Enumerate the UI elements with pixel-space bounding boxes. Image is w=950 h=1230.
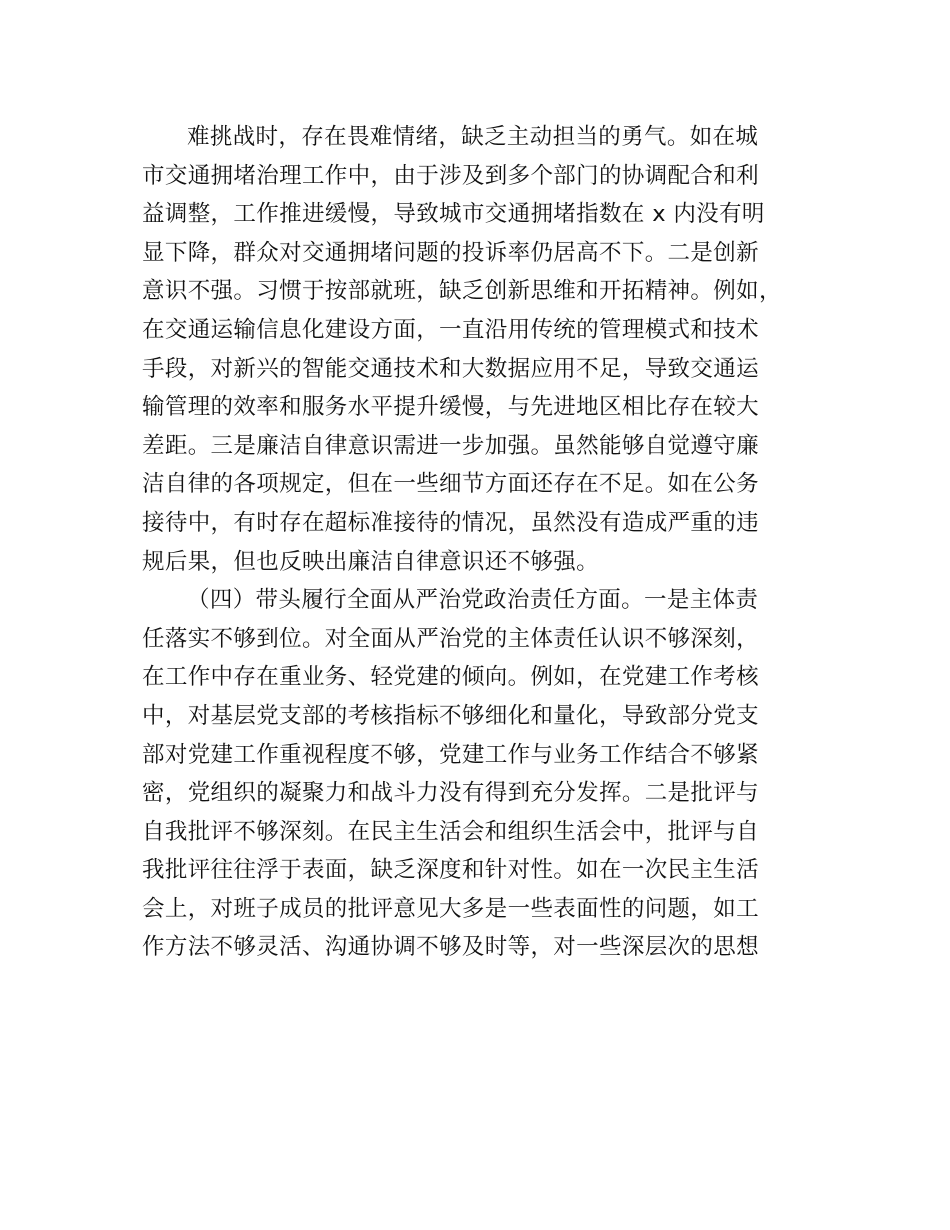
text-line: 差距。三是廉洁自律意识需进一步加强。虽然能够自觉遵守廉 [142, 432, 759, 459]
text-line: 中，对基层党支部的考核指标不够细化和量化，导致部分党支 [142, 702, 759, 729]
text-line: （四）带头履行全面从严治党政治责任方面。一是主体责 [187, 587, 759, 614]
text-line: 难挑战时，存在畏难情绪，缺乏主动担当的勇气。如在城 [187, 124, 759, 150]
text-line: 洁自律的各项规定，但在一些细节方面还存在不足。如在公务 [142, 471, 759, 498]
text-line: 作方法不够灵活、沟通协调不够及时等，对一些深层次的思想 [142, 934, 759, 961]
text-line: 密，党组织的凝聚力和战斗力没有得到充分发挥。二是批评与 [142, 780, 759, 807]
text-line: 部对党建工作重视程度不够，党建工作与业务工作结合不够紧 [142, 741, 759, 768]
text-line: 意识不强。习惯于按部就班，缺乏创新思维和开拓精神。例如， [142, 278, 782, 305]
text-line: 接待中，有时存在超标准接待的情况，虽然没有造成严重的违 [142, 509, 759, 536]
text-line: 在工作中存在重业务、轻党建的倾向。例如，在党建工作考核 [142, 664, 759, 691]
text-line: 会上，对班子成员的批评意见大多是一些表面性的问题，如工 [142, 895, 759, 922]
text-line: 显下降，群众对交通拥堵问题的投诉率仍居高不下。二是创新 [142, 239, 759, 266]
text-line: 规后果，但也反映出廉洁自律意识还不够强。 [142, 548, 600, 575]
text-line: 益调整，工作推进缓慢，导致城市交通拥堵指数在 x 内没有明 [142, 201, 765, 228]
text-line: 我批评往往浮于表面，缺乏深度和针对性。如在一次民主生活 [142, 857, 759, 884]
text-line: 手段，对新兴的智能交通技术和大数据应用不足，导致交通运 [142, 355, 759, 382]
text-line: 自我批评不够深刻。在民主生活会和组织生活会中，批评与自 [142, 818, 759, 845]
text-line: 输管理的效率和服务水平提升缓慢，与先进地区相比存在较大 [142, 394, 759, 421]
body-text [142, 118, 842, 967]
text-line: 在交通运输信息化建设方面，一直沿用传统的管理模式和技术 [142, 316, 759, 343]
text-line: 任落实不够到位。对全面从严治党的主体责任认识不够深刻， [142, 625, 759, 652]
text-line: 市交通拥堵治理工作中，由于涉及到多个部门的协调配合和利 [142, 162, 759, 189]
